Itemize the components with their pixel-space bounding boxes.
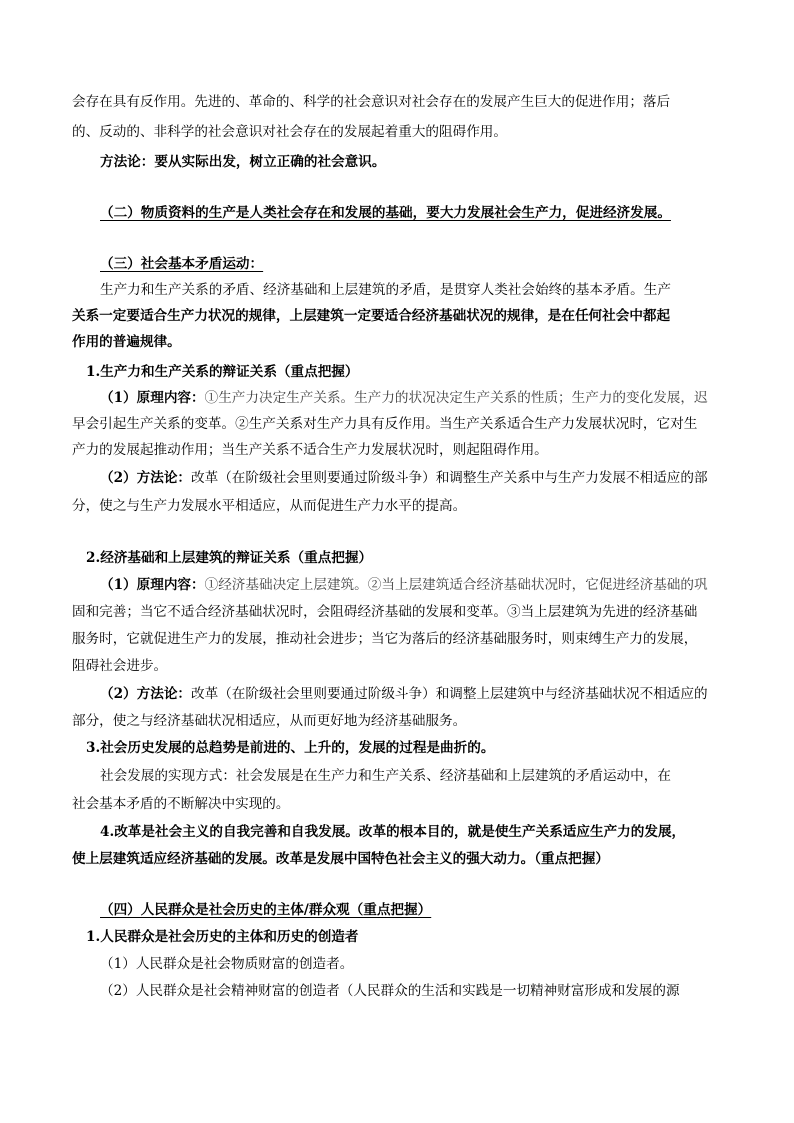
method-label: （2）方法论： [100,470,192,486]
paragraph-line: 社会发展的实现方式：社会发展是在生产力和生产关系、经济基础和上层建筑的矛盾运动中，在 [100,768,671,784]
method-label: （2）方法论： [100,686,192,702]
paragraph-line: 部分，使之与经济基础状况相适应，从而更好地为经济基础服务。 [72,713,467,729]
subheading-4: 4.改革是社会主义的自我完善和自我发展。改革的根本目的，就是使生产关系适应生产力的发展， [100,824,686,840]
principle-label: （1）原理内容： [100,390,205,406]
method-line [100,470,760,486]
list-item: （2）人民群众是社会精神财富的创造者（人民群众的生活和实践是一切精神财富形成和发展的源 [100,983,680,999]
paragraph-line: 服务时，它就促进生产力的发展，推动社会进步；当它为落后的经济基础服务时，则束缚生产力的发展， [72,631,698,647]
method-text: 改革（在阶级社会里则要通过阶级斗争）和调整生产关系中与生产力发展不相适应的部 [191,470,708,486]
principle-text: ①经济基础决定上层建筑。②当上层建筑适合经济基础状况时，它促进经济基础的巩 [204,577,708,593]
paragraph-line: 关系一定要适合生产力状况的规律，上层建筑一定要适合经济基础状况的规律，是在任何社会中都起 [72,308,671,324]
method-text: 改革（在阶级社会里则要通过阶级斗争）和调整上层建筑中与经济基础状况不相适应的 [191,686,708,702]
section-heading-3: （三）社会基本矛盾运动： [100,256,264,272]
principle-label: （1）原理内容： [100,577,205,593]
subheading-3: 3.社会历史发展的总趋势是前进的、上升的，发展的过程是曲折的。 [86,740,495,756]
principle-line [100,577,760,593]
paragraph-line: 生产力和生产关系的矛盾、经济基础和上层建筑的矛盾，是贯穿人类社会始终的基本矛盾。生产 [100,282,671,298]
subheading-1: 1.生产力和生产关系的辩证关系（重点把握） [86,364,359,380]
paragraph-line: 的、反动的、非科学的社会意识对社会存在的发展起着重大的阻碍作用。 [72,124,507,140]
list-item: （1）人民群众是社会物质财富的创造者。 [100,956,354,972]
section-heading-2: （二）物质资料的生产是人类社会存在和发展的基础，要大力发展社会生产力，促进经济发展。 [100,205,671,221]
principle-text: ①生产力决定生产关系。生产力的状况决定生产关系的性质；生产力的变化发展，迟 [204,390,708,406]
subheading-2: 2.经济基础和上层建筑的辩证关系（重点把握） [86,550,373,566]
paragraph-line: 社会基本矛盾的不断解决中实现的。 [72,796,290,812]
paragraph-line: 产力的发展起推动作用；当生产关系不适合生产力发展状况时，则起阻碍作用。 [72,442,548,458]
principle-line [100,390,760,406]
method-line: 方法论：要从实际出发，树立正确的社会意识。 [100,154,386,170]
paragraph-line: 作用的普遍规律。 [72,334,181,350]
paragraph-line: 阻碍社会进步。 [72,658,168,674]
method-line [100,686,760,702]
subheading-5: 1.人民群众是社会历史的主体和历史的创造者 [86,929,359,945]
paragraph-line: 早会引起生产关系的变革。②生产关系对生产力具有反作用。当生产关系适合生产力发展状况时，它对生 [72,416,698,432]
section-heading-4: （四）人民群众是社会历史的主体/群众观（重点把握） [100,902,432,918]
paragraph-line: 会存在具有反作用。先进的、革命的、科学的社会意识对社会存在的发展产生巨大的促进作用；落后 [72,94,671,110]
paragraph-line: 分，使之与生产力发展水平相适应，从而促进生产力水平的提高。 [72,498,467,514]
paragraph-line: 使上层建筑适应经济基础的发展。改革是发展中国特色社会主义的强大动力。（重点把握） [72,851,609,867]
paragraph-line: 固和完善；当它不适合经济基础状况时，会阻碍经济基础的发展和变革。③当上层建筑为先进的经济基础 [72,604,698,620]
